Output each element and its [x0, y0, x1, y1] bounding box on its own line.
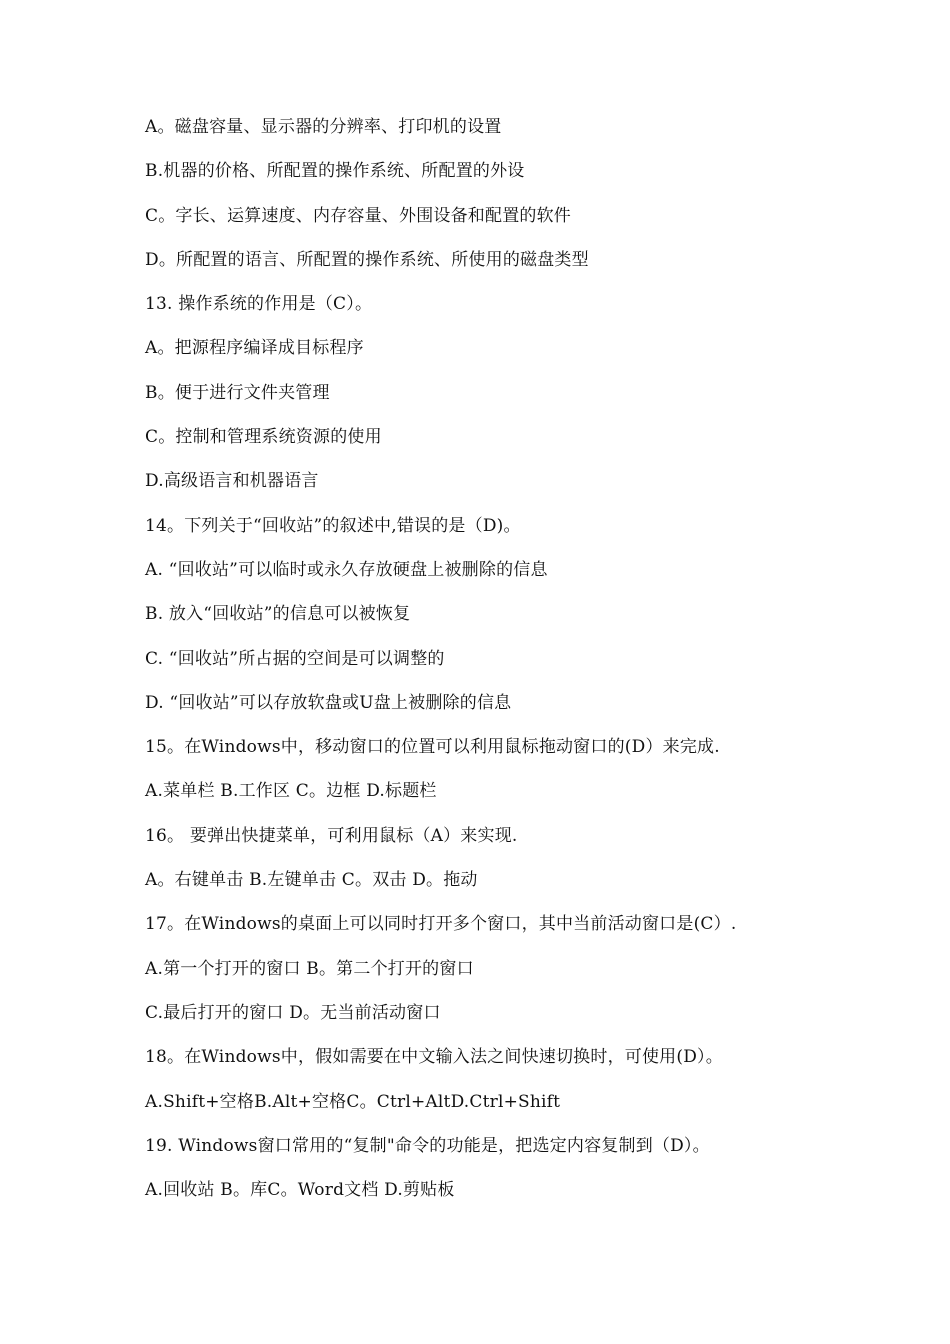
question-15: 15。在Windows中，移动窗口的位置可以利用鼠标拖动窗口的(D）来完成. — [145, 737, 720, 758]
text-line: D。所配置的语言、所配置的操作系统、所使用的磁盘类型 — [145, 249, 589, 270]
text-line: D.高级语言和机器语言 — [145, 471, 319, 492]
text-line: D. “回收站”可以存放软盘或U盘上被删除的信息 — [145, 692, 512, 713]
text-line: A。把源程序编译成目标程序 — [145, 338, 364, 359]
question-19: 19. Windows窗口常用的“复制"命令的功能是，把选定内容复制到（D）。 — [145, 1135, 710, 1156]
text-line: B。便于进行文件夹管理 — [145, 382, 330, 403]
question-13: 13. 操作系统的作用是（C）。 — [145, 294, 373, 315]
text-line: A.第一个打开的窗口 B。第二个打开的窗口 — [145, 958, 474, 979]
question-list — [145, 113, 925, 1220]
question-18: 18。在Windows中，假如需要在中文输入法之间快速切换时，可使用(D）。 — [145, 1047, 723, 1068]
text-line: C. “回收站”所占据的空间是可以调整的 — [145, 648, 445, 669]
text-line: A. “回收站”可以临时或永久存放硬盘上被删除的信息 — [145, 559, 548, 580]
text-line: A.回收站 B。库C。Word文档 D.剪贴板 — [145, 1180, 455, 1201]
text-line: A。磁盘容量、显示器的分辨率、打印机的设置 — [145, 117, 502, 137]
question-17: 17。在Windows的桌面上可以同时打开多个窗口，其中当前活动窗口是(C）. — [145, 914, 737, 935]
text-line: B. 放入“回收站”的信息可以被恢复 — [145, 604, 411, 625]
text-line: A.菜单栏 B.工作区 C。边框 D.标题栏 — [145, 781, 437, 802]
text-line: A。右键单击 B.左键单击 C。双击 D。拖动 — [145, 870, 478, 891]
text-line: C。字长、运算速度、内存容量、外围设备和配置的软件 — [145, 205, 572, 226]
text-line: A.Shift+空格B.Alt+空格C。Ctrl+AltD.Ctrl+Shift — [145, 1091, 561, 1112]
text-line: C。控制和管理系统资源的使用 — [145, 427, 382, 448]
text-line: B.机器的价格、所配置的操作系统、所配置的外设 — [145, 161, 525, 182]
question-14: 14。下列关于“回收站”的叙述中,错误的是（D)。 — [145, 515, 521, 536]
question-16: 16。 要弹出快捷菜单，可利用鼠标（A）来实现. — [145, 825, 518, 846]
text-line: C.最后打开的窗口 D。无当前活动窗口 — [145, 1002, 441, 1023]
